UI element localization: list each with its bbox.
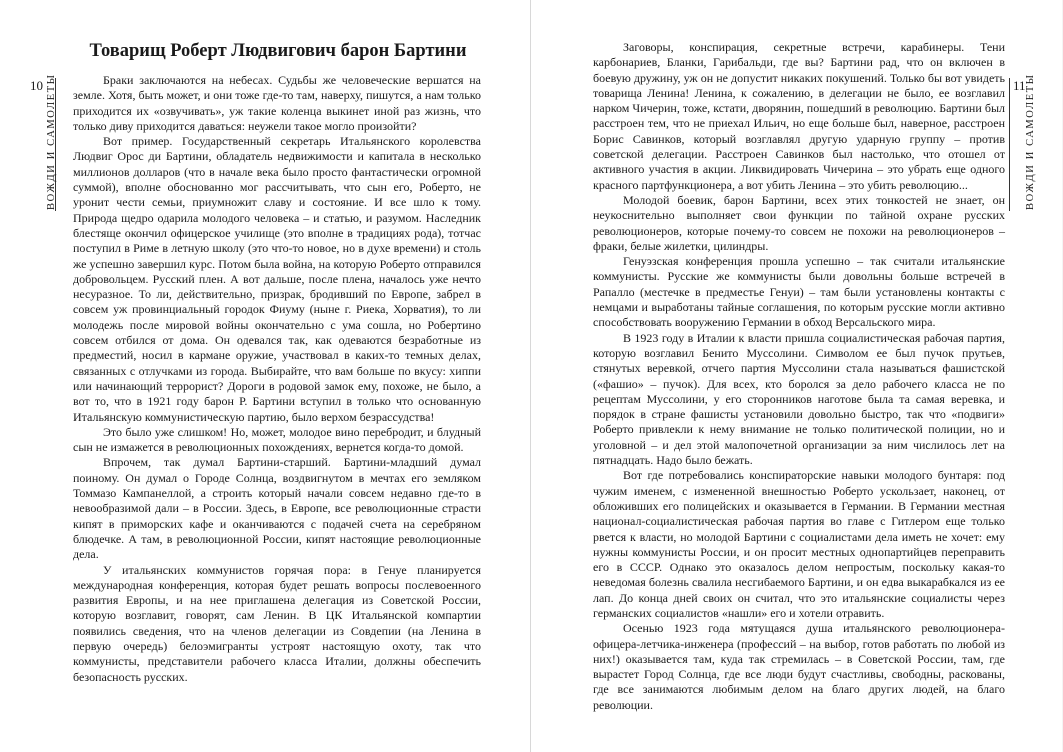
margin-rule [1009,78,1010,211]
paragraph: Заговоры, конспирация, секретные встречи, карабинеры. Тени карбонариев, Бланки, Гарибальди, где вы? Бартини рад, что он включен в боевую дружину, уж он не допустит никаких покушений. Только бы вот увидеть товарища Ленина! Ленина, к сожалению, в делегации не было, ее возглавил нарком Чичерин, тоже, кстати, дворянин, пошедший в революцию. Бартини был расстроен тем, что не приехал Ильич, но еще больше был, наверное, расстроен Борис Савинков, который возглавлял другую ударную группу – против советской делегации. Расстроен Савинков был настолько, что отошел от активного участия в акции. Ликвидировать Чичерина – это убрать еще одного красного партфункционера, а вот убить Ленина – это убить революцию... [593,40,1005,192]
paragraph: Вот пример. Государственный секретарь Итальянского королевства Людвиг Орос ди Бартини, обладатель недвижимости и капитала в несколько миллионов долларов (что в начале века было просто фантастически огромной суммой), вполне обоснованно мог рассчитывать, что сын его, Роберто, не уронит чести семьи, приумножит славу и состояние. И все шло к тому. Природа щедро одарила молодого человека – и статью, и разумом. Наследник блестяще окончил офицерское училище (это вполне в традициях рода), тотчас поступил в Риме в летную школу (это что-то новое, но в духе времени) и столь же успешно завершил курс. Потом была война, на которую Роберто отправился добровольцем. Русский плен. А вот дальше, после плена, началось уже нечто несуразное. То ли, действительно, призрак, бродивший по Европе, забрел в совсем уж провинциальный городок Фиуму (ныне г. Риека, Хорватия), то ли молодежь после мировой войны окончательно с ума сошла, но Робертино совсем отбился от дома. Он одевался так, как одеваются безработные из предместий, носил в кармане оружие, участвовал в каких-то темных делах, связанных с отлучками из города. Выбирайте, что вам больше по вкусу: хиппи или начинающий террорист? Дороги в родовой замок ему, похоже, не было, а вот то, что в 1921 году барон Р. Бартини вступил в только что основанную Итальянскую коммунистическую партию, было верхом безрассудства! [73,134,481,424]
paragraph: У итальянских коммунистов горячая пора: в Генуе планируется международная конференция, которая будет решать вопросы послевоенного развития Европы, и на нее приглашена делегация из Советской России, которую возглавит, говорят, сам Ленин. В ЦК Итальянской компартии появились сведения, что на членов делегации из Совдепии (на Ленина в первую очередь) белоэмигранты устроят настоящую охоту, так что коммунисты, представители рабочего класса Италии, должны обеспечить безопасность русских. [73,562,481,684]
running-head: ВОЖДИ И САМОЛЕТЫ [46,73,57,210]
left-page [0,0,531,752]
running-head: ВОЖДИ И САМОЛЕТЫ [1025,73,1036,210]
chapter-title: Товарищ Роберт Людвигович барон Бартини [89,41,467,61]
page-number: 11 [1013,78,1026,93]
paragraph: Браки заключаются на небесах. Судьбы же человеческие вершатся на земле. Хотя, быть может, и они тоже где-то там, наверху, пишутся, а нам только приходится их «озвучивать», уж такие коленца выкинет иной раз жизнь, что только диву приходится даваться: неужели такое могло произойти? [73,73,481,133]
paragraph: Впрочем, так думал Бартини-старший. Бартини-младший думал поиному. Он думал о Городе Солнца, воздвигнутом в мечтах его земляком Томмазо Кампанеллой, а строить который начали совсем недавно где-то в невообразимой дали – в России. Здесь, в Европе, все революционные страсти кипят в приморских кафе и оканчиваются с подачей счета на серебряном блюдечке. А там, в революционной России, кипят настоящие революционные дела. [73,455,481,562]
right-page [531,0,1062,752]
paragraph: В 1923 году в Италии к власти пришла социалистическая рабочая партия, которую возглавил Бенито Муссолини. Символом ее был пучок прутьев, стянутых веревкой, отчего партия Муссолини стала называться фашистской («фашио» – пучок). Для всех, кто боролся за дело рабочего класса не по рецептам Муссолини, у его сторонников наготове была та самая веревка, и порядок в стране фашисты установили довольно быстро, так что «подвиги» Роберто привлекли к нему внимание не только политической полиции, но и уголовной – и дел этой малопочетной организации за ним числилось лет на пятнадцать. Надо было бежать. [593,330,1005,468]
body-text [593,40,1005,713]
paragraph: Вот где потребовались конспираторские навыки молодого бунтаря: под чужим именем, с измененной внешностью Роберто ускользает, наконец, от обложивших его полицейских и оказывается в Германии. В Германии местная национал-социалистическая рабочая партия во главе с Гитлером еще только рвется к власти, но молодой Бартини с социалистами дела иметь не хочет: ему нужны коммунисты России, и он просит местных однопартийцев переправить его в СССР. Однако это оказалось делом непростым, поскольку какая-то неведомая болезнь свалила несгибаемого Бартини, и он едва выкарабкался из ее лап. До конца дней своих он считал, что это итальянские социалисты через германских социалистов «нашли» его и хотели отравить. [593,468,1005,620]
page-number: 10 [30,78,43,93]
paragraph: Осенью 1923 года мятущаяся душа итальянского революционера-офицера-летчика-инженера (профессий – на выбор, готов работать по любой из них!) оказывается там, куда так стремилась – в Советской России, там, где вырастет Город Солнца, где все люди будут счастливы, свободны, раскованы, где все занимаются любимым делом на благо других людей, на благо революции. [593,621,1005,712]
body-text [73,73,481,685]
paragraph: Генуэзская конференция прошла успешно – так считали итальянские коммунисты. Русские же коммунисты были довольны больше встречей в Рапалло (местечке в предместье Генуи) – там были установлены контакты с немцами и выработаны тайные соглашения, по которым русские могли активно способствовать вооружению Германии в обход Версальского мира. [593,254,1005,330]
paragraph: Молодой боевик, барон Бартини, всех этих тонкостей не знает, он неукоснительно выполняет свои функции по тайной охране русских революционеров, которые почему-то совсем не похожи на революционеров – фраки, белые жилетки, цилиндры. [593,192,1005,253]
paragraph: Это было уже слишком! Но, может, молодое вино перебродит, и блудный сын не измажется в революционных похождениях, вернется когда-то домой. [73,424,481,455]
